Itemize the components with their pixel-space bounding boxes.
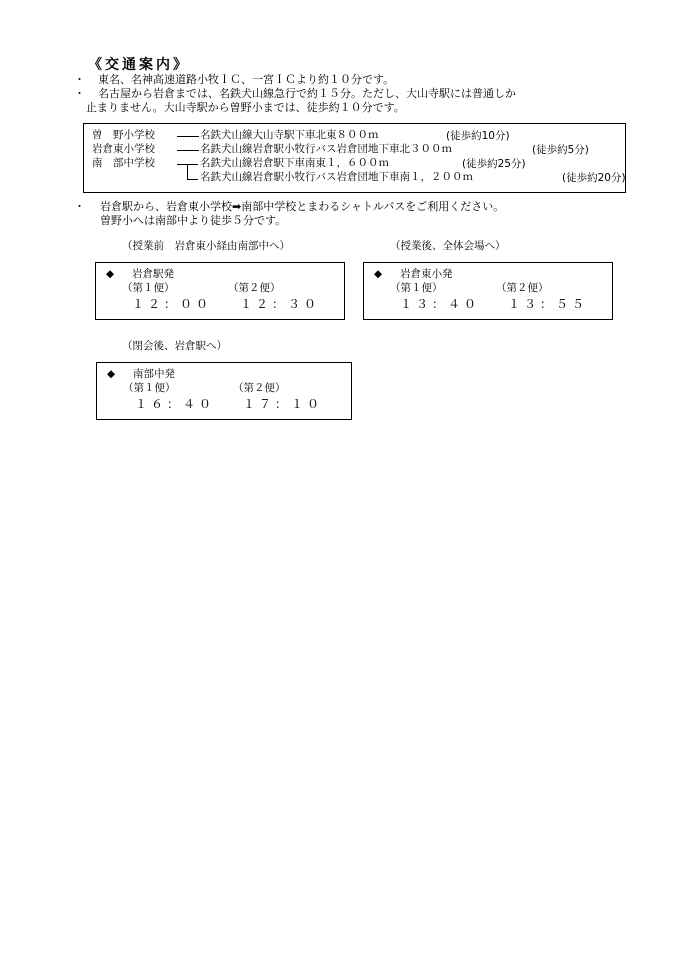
school-name-sono: 曽 野小学校 — [92, 129, 155, 141]
schedule-box-iwakura-station — [95, 262, 345, 320]
access-highway-text: 東名、名神高速道路小牧ＩＣ、一宮ＩＣより約１０分です。 — [98, 73, 395, 86]
diamond-icon: ◆ — [374, 268, 383, 280]
schedule-departure: 南部中発 — [133, 368, 175, 380]
page-title: 《交通案内》 — [88, 57, 190, 73]
schedule-run2-label: （第２便） — [233, 382, 286, 394]
schedule-run2-time: １７：１０ — [243, 397, 324, 411]
schedule-run2-time: １３：５５ — [508, 297, 589, 311]
route-nanbu-walk-minutes: (徒歩約25分) — [462, 158, 526, 170]
schedule-departure: 岩倉東小発 — [400, 268, 453, 280]
schedule-run1-time: １２：００ — [132, 297, 213, 311]
schedule-run1-time: １３：４０ — [400, 297, 481, 311]
schedule-run1-label: （第１便） — [122, 282, 175, 294]
schedule-run2-label: （第２便） — [228, 282, 281, 294]
route-nanbu-bus-minutes: (徒歩約20分) — [562, 172, 626, 184]
schedule-caption-after-class: （授業後、全体会場へ） — [390, 240, 506, 252]
school-name-iwakura-higashi: 岩倉東小学校 — [92, 143, 155, 155]
schedule-caption-after-closing: （閉会後、岩倉駅へ） — [122, 340, 227, 352]
route-sono-minutes: (徒歩約10分) — [446, 130, 510, 142]
schedule-departure: 岩倉駅発 — [132, 268, 174, 280]
schedule-run2-time: １２：３０ — [240, 297, 321, 311]
route-nanbu-bus: 名鉄犬山線岩倉駅小牧行バス岩倉団地下車南１，２００ｍ — [200, 171, 473, 183]
route-iwakura-higashi-minutes: (徒歩約5分) — [532, 144, 589, 156]
schedule-box-iwakura-higashi — [363, 262, 613, 320]
school-name-nanbu: 南 部中学校 — [92, 157, 155, 169]
route-connector — [177, 150, 199, 151]
route-sono: 名鉄犬山線大山寺駅下車北東８００ｍ — [200, 129, 379, 141]
diamond-icon: ◆ — [107, 368, 116, 380]
bullet-marker: ・ — [74, 87, 85, 100]
route-iwakura-higashi: 名鉄犬山線岩倉駅小牧行バス岩倉団地下車北３００ｍ — [200, 143, 452, 155]
schedule-run2-label: （第２便） — [496, 282, 549, 294]
school-routes-box — [83, 123, 626, 193]
bullet-marker: ・ — [74, 73, 85, 86]
access-train-text-line1: 名古屋から岩倉までは、名鉄犬山線急行で約１５分。ただし、大山寺駅には普通しか — [98, 87, 516, 100]
route-bracket — [187, 164, 198, 180]
access-train-text-line2: 止まりません。大山寺駅から曽野小までは、徒歩約１０分です。 — [86, 101, 405, 114]
diamond-icon: ◆ — [106, 268, 115, 280]
route-connector — [177, 136, 199, 137]
schedule-caption-before-class: （授業前 岩倉東小経由南部中へ） — [122, 240, 290, 252]
schedule-run1-time: １６：４０ — [135, 397, 216, 411]
route-connector — [177, 164, 187, 165]
shuttle-walk-text: 曽野小へは南部中より徒歩５分です。 — [100, 214, 287, 227]
schedule-run1-label: （第１便） — [390, 282, 443, 294]
shuttle-bus-text: 岩倉駅から、岩倉東小学校➡南部中学校とまわるシャトルバスをご利用ください。 — [100, 200, 505, 213]
route-nanbu-walk: 名鉄犬山線岩倉駅下車南東１，６００ｍ — [200, 157, 389, 169]
schedule-box-nanbu — [96, 362, 352, 420]
bullet-marker: ・ — [74, 200, 85, 213]
schedule-run1-label: （第１便） — [123, 382, 176, 394]
